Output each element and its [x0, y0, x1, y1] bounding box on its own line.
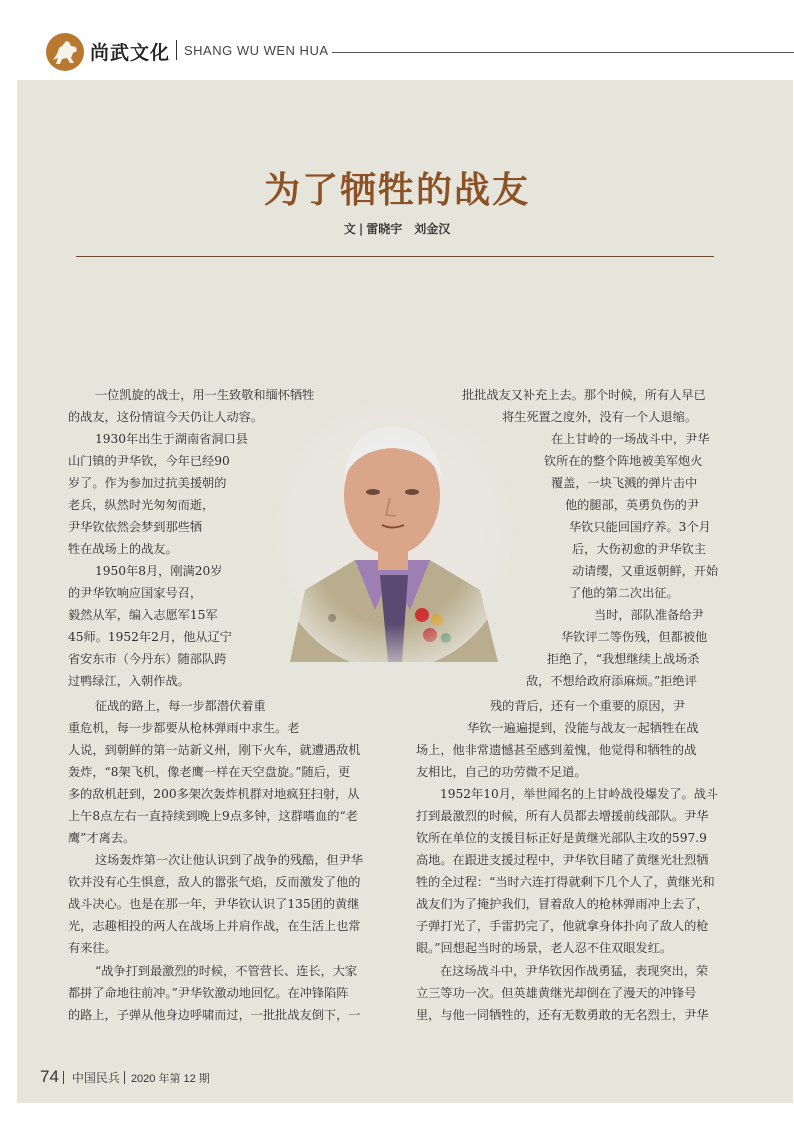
text-line: 子弹打光了，手雷扔完了，他就拿身体扑向了敌人的枪	[416, 919, 709, 933]
section-subtitle: SHANG WU WEN HUA	[184, 43, 329, 58]
text-line: 立三等功一次。但英雄黄继光却倒在了漫天的冲锋号	[416, 986, 697, 1000]
text-line: 老兵，纵然时光匆匆而逝，	[68, 498, 215, 512]
text-line: 高地。在跟进支援过程中，尹华钦目睹了黄继光壮烈牺	[416, 853, 709, 867]
text-line: 后，大伤初愈的尹华钦主	[572, 542, 707, 556]
footer-divider	[124, 1071, 125, 1084]
text-line: 光，志趣相投的两人在战场上并肩作战，在生活上也常	[68, 919, 361, 933]
text-line: 毅然从军，编入志愿军15军	[68, 608, 218, 622]
title-rule	[76, 256, 714, 257]
byline-authors: 雷晓宇 刘金汉	[366, 222, 451, 236]
text-line: 1952年10月，举世闻名的上甘岭战役爆发了。战斗	[440, 787, 719, 801]
text-line: 里，与他一同牺牲的，还有无数勇敢的无名烈士，尹华	[416, 1008, 709, 1022]
text-line: 战友们为了掩护我们，冒着敌人的枪林弹雨冲上去了，	[416, 897, 709, 911]
text-line: 友相比，自己的功劳微不足道。	[416, 765, 587, 779]
text-line: “战争打到最激烈的时候，不管营长、连长，大家	[95, 964, 358, 978]
text-line: 的路上，子弹从他身边呼啸而过，一批批战友倒下，一	[68, 1008, 361, 1022]
text-line: 上午8点左右一直持续到晚上9点多钟，这群嗜血的“老	[68, 809, 358, 823]
text-line: 将生死置之度外，没有一个人退缩。	[502, 410, 697, 424]
text-line: 牲的全过程：“当时六连打得就剩下几个人了，黄继光和	[416, 875, 715, 889]
magazine-name: 中国民兵	[71, 1071, 120, 1085]
text-line: 覆盖，一块飞溅的弹片击中	[551, 476, 698, 490]
text-line: 场上，他非常遗憾甚至感到羞愧，他觉得和牺牲的战	[416, 743, 697, 757]
text-line: 1930年出生于湖南省洞口县	[95, 432, 248, 446]
text-line: 他的腿部，英勇负伤的尹	[565, 498, 700, 512]
article-byline	[0, 220, 794, 237]
text-line: 山门镇的尹华钦，今年已经90	[68, 454, 230, 468]
text-line: 尹华钦依然会梦到那些牺	[68, 520, 203, 534]
text-line: 有来往。	[68, 941, 117, 955]
text-line: 眼。”回想起当时的场景，老人忍不住双眼发红。	[416, 941, 673, 955]
text-line: 华钦评二等伤残，但都被他	[561, 630, 708, 644]
text-line: 这场轰炸第一次让他认识到了战争的残酷，但尹华	[95, 853, 364, 867]
text-line: 批批战友又补充上去。那个时候，所有人早已	[462, 388, 706, 402]
header-divider	[176, 40, 177, 60]
text-line: 鹰”才离去。	[68, 831, 136, 845]
text-line: 钦所在单位的支援目标正好是黄继光部队主攻的597.9	[416, 831, 707, 845]
text-line: 多的敌机赶到，200多架次轰炸机群对地疯狂扫射，从	[68, 787, 360, 801]
text-line: 45师。1952年2月，他从辽宁	[68, 630, 232, 644]
section-title: 尚武文化	[90, 42, 171, 64]
page-header	[0, 0, 794, 80]
veteran-portrait	[270, 400, 515, 670]
text-line: 战斗决心。也是在那一年，尹华钦认识了135团的黄继	[68, 897, 360, 911]
text-line: 当时，部队准备给尹	[594, 608, 704, 622]
text-line: 重危机，每一步都要从枪林弹雨中求生。老	[68, 721, 300, 735]
text-line: 牲在战场上的战友。	[68, 542, 178, 556]
byline-divider: |	[358, 222, 364, 236]
text-line: 敌，不想给政府添麻烦。”拒绝评	[526, 674, 697, 688]
text-line: 拒绝了，“我想继续上战场杀	[547, 652, 700, 666]
text-line: 华钦一遍遍提到，没能与战友一起牺牲在战	[467, 721, 699, 735]
horse-rider-logo-icon	[46, 33, 84, 71]
text-line: 钦所在的整个阵地被美军炮火	[544, 454, 703, 468]
text-line: 人说，到朝鲜的第一站新义州，刚下火车，就遭遇敌机	[68, 743, 361, 757]
text-line: 钦并没有心生惧意，敌人的嚣张气焰，反而激发了他的	[68, 875, 361, 889]
footer-divider	[63, 1071, 64, 1084]
text-line: 的战友，这份情谊今天仍让人动容。	[68, 410, 263, 424]
text-line: 省安东市（今丹东）随部队跨	[68, 652, 227, 666]
byline-prefix: 文	[343, 222, 356, 236]
text-line: 打到最激烈的时候，所有人员都去增援前线部队。尹华	[416, 809, 709, 823]
text-line: 轰炸，“8架飞机，像老鹰一样在天空盘旋。”随后，更	[68, 765, 351, 779]
text-line: 动请缨，又重返朝鲜，开始	[572, 564, 719, 578]
article-title: 为了牺牲的战友	[263, 169, 530, 211]
text-line: 过鸭绿江，入朝作战。	[68, 674, 190, 688]
text-line: 1950年8月，刚满20岁	[95, 564, 223, 578]
text-line: 华钦只能回国疗养。3个月	[569, 520, 711, 534]
page-footer	[40, 1067, 210, 1087]
text-line: 了他的第二次出征。	[569, 586, 679, 600]
page-number: 74	[40, 1067, 59, 1086]
text-line: 在这场战斗中，尹华钦因作战勇猛，表现突出，荣	[440, 964, 709, 978]
text-line: 一位凯旋的战士，用一生致敬和缅怀牺牲	[95, 388, 315, 402]
text-line: 在上甘岭的一场战斗中，尹华	[551, 432, 710, 446]
text-line: 都拼了命地往前冲。”尹华钦激动地回忆。在冲锋陷阵	[68, 986, 349, 1000]
text-line: 岁了。作为参加过抗美援朝的	[68, 476, 227, 490]
text-line: 征战的路上，每一步都潜伏着重	[95, 699, 266, 713]
text-line: 残的背后，还有一个重要的原因，尹	[490, 699, 685, 713]
issue-label: 2020 年第 12 期	[130, 1073, 210, 1085]
header-rule	[332, 52, 794, 53]
text-line: 的尹华钦响应国家号召，	[68, 586, 203, 600]
